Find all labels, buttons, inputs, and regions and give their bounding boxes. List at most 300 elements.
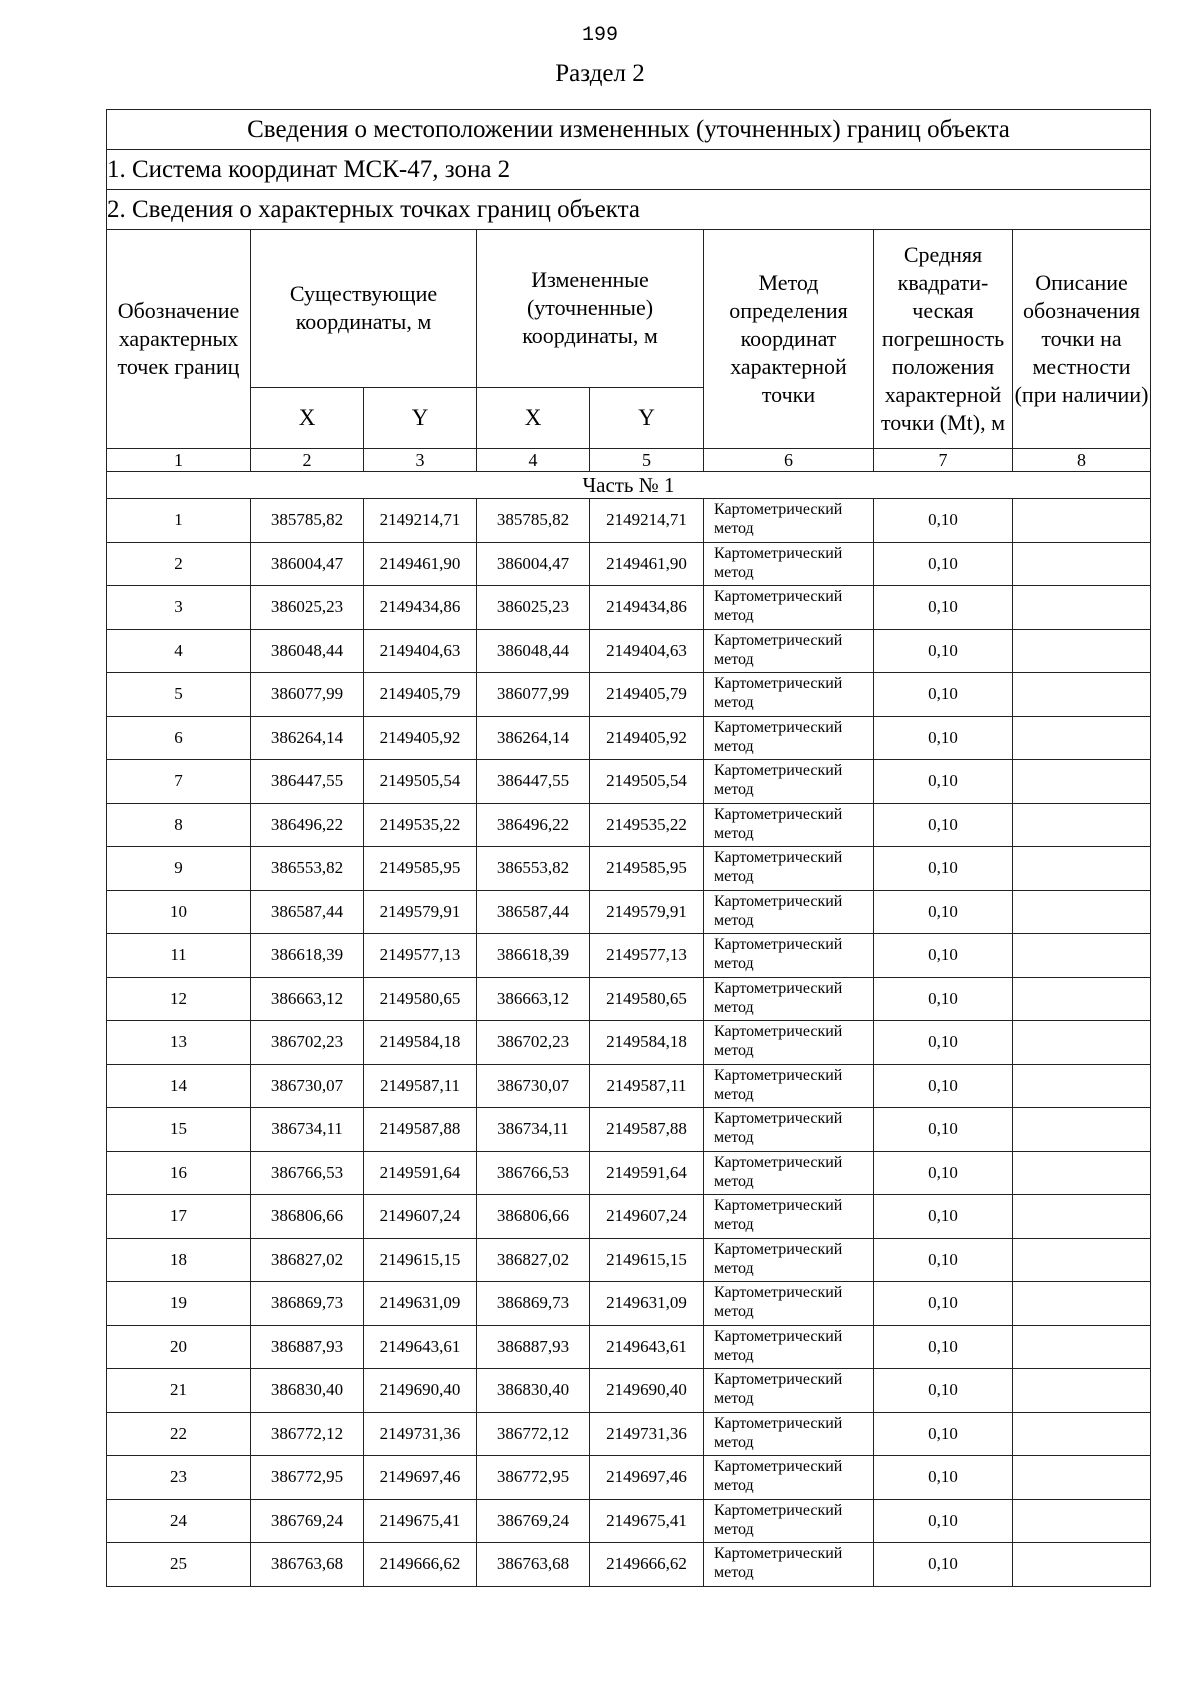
changed-y: 2149505,54	[590, 760, 704, 804]
method-line: метод	[714, 737, 754, 755]
method-cell	[704, 1151, 874, 1195]
existing-x: 386702,23	[251, 1021, 364, 1065]
description-cell	[1013, 1195, 1151, 1239]
col-changed-x: X	[477, 387, 590, 448]
existing-y: 2149579,91	[364, 890, 477, 934]
point-number: 6	[107, 716, 251, 760]
changed-x: 386702,23	[477, 1021, 590, 1065]
method-line: метод	[714, 1172, 754, 1190]
changed-y: 2149697,46	[590, 1456, 704, 1500]
description-cell	[1013, 1543, 1151, 1587]
method-line: Картометрический	[714, 805, 843, 823]
existing-y: 2149731,36	[364, 1412, 477, 1456]
point-number: 13	[107, 1021, 251, 1065]
point-number: 21	[107, 1369, 251, 1413]
changed-x: 386869,73	[477, 1282, 590, 1326]
method-line: Картометрический	[714, 1240, 843, 1258]
part-label: Часть № 1	[107, 472, 1151, 499]
points-heading: 2. Сведения о характерных точках границ объекта	[107, 190, 1151, 230]
description-cell	[1013, 1456, 1151, 1500]
changed-y: 2149461,90	[590, 542, 704, 586]
method-line: метод	[714, 1042, 754, 1059]
error-value: 0,10	[874, 629, 1013, 673]
changed-y: 2149631,09	[590, 1282, 704, 1326]
table-row	[107, 1456, 1151, 1500]
method-cell	[704, 1499, 874, 1543]
error-value: 0,10	[874, 890, 1013, 934]
error-value: 0,10	[874, 934, 1013, 978]
method-line: Картометрический	[714, 1414, 843, 1432]
method-line: метод	[714, 1390, 754, 1407]
method-cell	[704, 760, 874, 804]
changed-y: 2149405,92	[590, 716, 704, 760]
method-cell	[704, 586, 874, 630]
changed-y: 2149404,63	[590, 629, 704, 673]
changed-x: 385785,82	[477, 499, 590, 543]
col-number: 5	[590, 449, 704, 472]
description-cell	[1013, 1151, 1151, 1195]
method-line: Картометрический	[714, 979, 843, 997]
col-existing-y: Y	[364, 387, 477, 448]
method-line: Картометрический	[714, 936, 843, 953]
error-value: 0,10	[874, 1021, 1013, 1065]
description-cell	[1013, 890, 1151, 934]
changed-y: 2149615,15	[590, 1238, 704, 1282]
error-value: 0,10	[874, 1369, 1013, 1413]
changed-y: 2149731,36	[590, 1412, 704, 1456]
changed-x: 386048,44	[477, 629, 590, 673]
method-line: Картометрический	[714, 1110, 843, 1127]
existing-y: 2149585,95	[364, 847, 477, 891]
method-line: Картометрический	[714, 1371, 843, 1388]
boundary-points-table	[106, 109, 1151, 1587]
point-number: 1	[107, 499, 251, 543]
method-cell	[704, 934, 874, 978]
method-line: метод	[714, 911, 754, 929]
changed-y: 2149587,88	[590, 1108, 704, 1152]
description-cell	[1013, 499, 1151, 543]
changed-y: 2149535,22	[590, 803, 704, 847]
method-cell	[704, 1108, 874, 1152]
changed-x: 386766,53	[477, 1151, 590, 1195]
changed-y: 2149584,18	[590, 1021, 704, 1065]
changed-x: 386618,39	[477, 934, 590, 978]
error-value: 0,10	[874, 1108, 1013, 1152]
description-cell	[1013, 934, 1151, 978]
changed-y: 2149607,24	[590, 1195, 704, 1239]
existing-y: 2149675,41	[364, 1499, 477, 1543]
description-cell	[1013, 1282, 1151, 1326]
method-cell	[704, 716, 874, 760]
point-number: 22	[107, 1412, 251, 1456]
changed-x: 386772,12	[477, 1412, 590, 1456]
description-cell	[1013, 1369, 1151, 1413]
existing-y: 2149666,62	[364, 1543, 477, 1587]
changed-x: 386806,66	[477, 1195, 590, 1239]
point-number: 14	[107, 1064, 251, 1108]
error-value: 0,10	[874, 542, 1013, 586]
table-row	[107, 1282, 1151, 1326]
existing-y: 2149404,63	[364, 629, 477, 673]
existing-x: 386004,47	[251, 542, 364, 586]
existing-y: 2149587,88	[364, 1108, 477, 1152]
description-cell	[1013, 760, 1151, 804]
changed-y: 2149405,79	[590, 673, 704, 717]
description-cell	[1013, 542, 1151, 586]
point-number: 5	[107, 673, 251, 717]
point-number: 16	[107, 1151, 251, 1195]
error-value: 0,10	[874, 847, 1013, 891]
existing-y: 2149461,90	[364, 542, 477, 586]
method-line: метод	[714, 650, 754, 668]
table-row	[107, 1325, 1151, 1369]
method-cell	[704, 977, 874, 1021]
method-line: метод	[714, 1129, 754, 1146]
method-cell	[704, 890, 874, 934]
changed-x: 386663,12	[477, 977, 590, 1021]
existing-x: 386734,11	[251, 1108, 364, 1152]
point-number: 12	[107, 977, 251, 1021]
changed-y: 2149587,11	[590, 1064, 704, 1108]
point-number: 23	[107, 1456, 251, 1500]
description-cell	[1013, 1064, 1151, 1108]
point-number: 19	[107, 1282, 251, 1326]
existing-x: 386769,24	[251, 1499, 364, 1543]
changed-y: 2149690,40	[590, 1369, 704, 1413]
changed-y: 2149666,62	[590, 1543, 704, 1587]
table-row	[107, 629, 1151, 673]
error-value: 0,10	[874, 803, 1013, 847]
table-row	[107, 1108, 1151, 1152]
col-designation-header: Обозначение характерных точек границ	[107, 230, 251, 449]
method-cell	[704, 1412, 874, 1456]
col-number: 4	[477, 449, 590, 472]
existing-x: 385785,82	[251, 499, 364, 543]
changed-y: 2149434,86	[590, 586, 704, 630]
col-existing-x: X	[251, 387, 364, 448]
existing-x: 386663,12	[251, 977, 364, 1021]
method-line: метод	[714, 1085, 754, 1103]
col-number: 2	[251, 449, 364, 472]
changed-y: 2149591,64	[590, 1151, 704, 1195]
table-row	[107, 1543, 1151, 1587]
existing-y: 2149434,86	[364, 586, 477, 630]
description-cell	[1013, 1238, 1151, 1282]
table-row	[107, 847, 1151, 891]
method-line: метод	[714, 824, 754, 842]
existing-x: 386264,14	[251, 716, 364, 760]
method-line: Картометрический	[714, 544, 843, 562]
description-cell	[1013, 1021, 1151, 1065]
method-line: метод	[714, 1520, 754, 1538]
method-line: Картометрический	[714, 762, 843, 779]
col-number: 6	[704, 449, 874, 472]
changed-x: 386772,95	[477, 1456, 590, 1500]
changed-y: 2149675,41	[590, 1499, 704, 1543]
changed-x: 386553,82	[477, 847, 590, 891]
method-cell	[704, 1456, 874, 1500]
changed-y: 2149585,95	[590, 847, 704, 891]
error-value: 0,10	[874, 1325, 1013, 1369]
method-line: метод	[714, 520, 754, 537]
changed-x: 386887,93	[477, 1325, 590, 1369]
existing-x: 386553,82	[251, 847, 364, 891]
existing-x: 386766,53	[251, 1151, 364, 1195]
point-number: 20	[107, 1325, 251, 1369]
method-cell	[704, 673, 874, 717]
changed-x: 386827,02	[477, 1238, 590, 1282]
point-number: 10	[107, 890, 251, 934]
table-row	[107, 1369, 1151, 1413]
existing-x: 386830,40	[251, 1369, 364, 1413]
method-cell	[704, 1195, 874, 1239]
method-cell	[704, 499, 874, 543]
method-cell	[704, 1021, 874, 1065]
col-number: 1	[107, 449, 251, 472]
method-line: Картометрический	[714, 1458, 843, 1475]
table-title: Сведения о местоположении измененных (уточненных) границ объекта	[107, 110, 1151, 150]
point-number: 2	[107, 542, 251, 586]
table-row	[107, 716, 1151, 760]
changed-y: 2149643,61	[590, 1325, 704, 1369]
changed-x: 386763,68	[477, 1543, 590, 1587]
point-number: 24	[107, 1499, 251, 1543]
changed-x: 386730,07	[477, 1064, 590, 1108]
existing-x: 386025,23	[251, 586, 364, 630]
method-line: метод	[714, 781, 754, 798]
error-value: 0,10	[874, 1195, 1013, 1239]
col-number: 8	[1013, 449, 1151, 472]
error-value: 0,10	[874, 499, 1013, 543]
point-number: 15	[107, 1108, 251, 1152]
method-line: Картометрический	[714, 588, 843, 605]
table-row	[107, 1021, 1151, 1065]
changed-x: 386447,55	[477, 760, 590, 804]
description-cell	[1013, 673, 1151, 717]
method-line: метод	[714, 955, 754, 972]
error-value: 0,10	[874, 1282, 1013, 1326]
method-line: Картометрический	[714, 849, 843, 866]
error-value: 0,10	[874, 1543, 1013, 1587]
method-line: Картометрический	[714, 1284, 843, 1301]
method-line: метод	[714, 563, 754, 581]
point-number: 8	[107, 803, 251, 847]
table-row	[107, 1499, 1151, 1543]
changed-y: 2149579,91	[590, 890, 704, 934]
changed-y: 2149577,13	[590, 934, 704, 978]
existing-y: 2149697,46	[364, 1456, 477, 1500]
method-line: метод	[714, 1259, 754, 1277]
method-line: Картометрический	[714, 1327, 843, 1345]
table-row	[107, 977, 1151, 1021]
method-line: метод	[714, 868, 754, 885]
point-number: 25	[107, 1543, 251, 1587]
description-cell	[1013, 1325, 1151, 1369]
existing-y: 2149615,15	[364, 1238, 477, 1282]
point-number: 17	[107, 1195, 251, 1239]
error-value: 0,10	[874, 1151, 1013, 1195]
table-row	[107, 542, 1151, 586]
table-row	[107, 499, 1151, 543]
method-cell	[704, 803, 874, 847]
method-line: Картометрический	[714, 1023, 843, 1040]
existing-y: 2149405,92	[364, 716, 477, 760]
method-cell	[704, 1369, 874, 1413]
point-number: 4	[107, 629, 251, 673]
existing-x: 386048,44	[251, 629, 364, 673]
table-row	[107, 1238, 1151, 1282]
description-cell	[1013, 629, 1151, 673]
changed-y: 2149214,71	[590, 499, 704, 543]
existing-y: 2149607,24	[364, 1195, 477, 1239]
changed-x: 386830,40	[477, 1369, 590, 1413]
existing-x: 386869,73	[251, 1282, 364, 1326]
description-cell	[1013, 1412, 1151, 1456]
table-row	[107, 1412, 1151, 1456]
method-cell	[704, 1282, 874, 1326]
method-line: Картометрический	[714, 631, 843, 649]
error-value: 0,10	[874, 1499, 1013, 1543]
description-cell	[1013, 586, 1151, 630]
existing-y: 2149631,09	[364, 1282, 477, 1326]
error-value: 0,10	[874, 716, 1013, 760]
method-cell	[704, 1064, 874, 1108]
col-method-header: Метод определения координат характерной точки	[704, 230, 874, 449]
error-value: 0,10	[874, 586, 1013, 630]
existing-y: 2149214,71	[364, 499, 477, 543]
existing-y: 2149505,54	[364, 760, 477, 804]
method-line: Картометрический	[714, 892, 843, 910]
method-line: метод	[714, 1303, 754, 1320]
table-row	[107, 760, 1151, 804]
existing-y: 2149580,65	[364, 977, 477, 1021]
existing-x: 386806,66	[251, 1195, 364, 1239]
table-row	[107, 1064, 1151, 1108]
page-number: 199	[581, 24, 618, 47]
existing-x: 386827,02	[251, 1238, 364, 1282]
method-line: Картометрический	[714, 1545, 843, 1562]
existing-x: 386587,44	[251, 890, 364, 934]
changed-x: 386587,44	[477, 890, 590, 934]
section-title: Раздел 2	[555, 60, 645, 87]
existing-y: 2149577,13	[364, 934, 477, 978]
error-value: 0,10	[874, 1238, 1013, 1282]
method-line: метод	[714, 607, 754, 624]
col-number: 3	[364, 449, 477, 472]
col-error-header: Средняя квадрати-ческая погрешность положения характерной точки (Mt), м	[874, 230, 1013, 449]
description-cell	[1013, 1108, 1151, 1152]
changed-x: 386025,23	[477, 586, 590, 630]
col-existing-header: Существующие координаты, м	[251, 230, 477, 388]
method-cell	[704, 629, 874, 673]
error-value: 0,10	[874, 977, 1013, 1021]
error-value: 0,10	[874, 1456, 1013, 1500]
description-cell	[1013, 1499, 1151, 1543]
table-row	[107, 673, 1151, 717]
existing-x: 386772,95	[251, 1456, 364, 1500]
changed-x: 386769,24	[477, 1499, 590, 1543]
col-changed-y: Y	[590, 387, 704, 448]
coordinate-system: 1. Система координат МСК-47, зона 2	[107, 150, 1151, 190]
method-line: Картометрический	[714, 1066, 843, 1084]
method-cell	[704, 847, 874, 891]
description-cell	[1013, 803, 1151, 847]
table-row	[107, 890, 1151, 934]
changed-x: 386077,99	[477, 673, 590, 717]
point-number: 3	[107, 586, 251, 630]
point-number: 7	[107, 760, 251, 804]
existing-y: 2149690,40	[364, 1369, 477, 1413]
point-number: 18	[107, 1238, 251, 1282]
existing-y: 2149587,11	[364, 1064, 477, 1108]
existing-x: 386077,99	[251, 673, 364, 717]
method-cell	[704, 1238, 874, 1282]
error-value: 0,10	[874, 760, 1013, 804]
existing-y: 2149643,61	[364, 1325, 477, 1369]
method-line: Картометрический	[714, 1197, 843, 1214]
changed-x: 386734,11	[477, 1108, 590, 1152]
col-number: 7	[874, 449, 1013, 472]
existing-x: 386763,68	[251, 1543, 364, 1587]
changed-x: 386264,14	[477, 716, 590, 760]
changed-y: 2149580,65	[590, 977, 704, 1021]
existing-x: 386496,22	[251, 803, 364, 847]
description-cell	[1013, 847, 1151, 891]
method-line: метод	[714, 998, 754, 1016]
table-row	[107, 934, 1151, 978]
error-value: 0,10	[874, 673, 1013, 717]
method-line: метод	[714, 1564, 754, 1581]
changed-x: 386496,22	[477, 803, 590, 847]
existing-y: 2149535,22	[364, 803, 477, 847]
method-cell	[704, 1543, 874, 1587]
existing-x: 386730,07	[251, 1064, 364, 1108]
existing-x: 386887,93	[251, 1325, 364, 1369]
method-line: Картометрический	[714, 501, 843, 518]
description-cell	[1013, 716, 1151, 760]
table-row	[107, 1151, 1151, 1195]
table-row	[107, 586, 1151, 630]
method-line: метод	[714, 1477, 754, 1494]
existing-y: 2149405,79	[364, 673, 477, 717]
method-cell	[704, 1325, 874, 1369]
col-changed-header: Измененные (уточненные) координаты, м	[477, 230, 704, 388]
point-number: 11	[107, 934, 251, 978]
point-number: 9	[107, 847, 251, 891]
method-line: Картометрический	[714, 675, 843, 692]
existing-x: 386447,55	[251, 760, 364, 804]
method-line: метод	[714, 1216, 754, 1233]
method-line: Картометрический	[714, 1153, 843, 1171]
table-row	[107, 1195, 1151, 1239]
method-line: Картометрический	[714, 1501, 843, 1519]
existing-x: 386618,39	[251, 934, 364, 978]
error-value: 0,10	[874, 1412, 1013, 1456]
method-cell	[704, 542, 874, 586]
method-line: метод	[714, 1346, 754, 1364]
method-line: метод	[714, 694, 754, 711]
table-row	[107, 803, 1151, 847]
error-value: 0,10	[874, 1064, 1013, 1108]
existing-y: 2149584,18	[364, 1021, 477, 1065]
existing-x: 386772,12	[251, 1412, 364, 1456]
existing-y: 2149591,64	[364, 1151, 477, 1195]
method-line: Картометрический	[714, 718, 843, 736]
description-cell	[1013, 977, 1151, 1021]
method-line: метод	[714, 1433, 754, 1451]
changed-x: 386004,47	[477, 542, 590, 586]
col-description-header: Описание обозначения точки на местности (при наличии)	[1013, 230, 1151, 449]
